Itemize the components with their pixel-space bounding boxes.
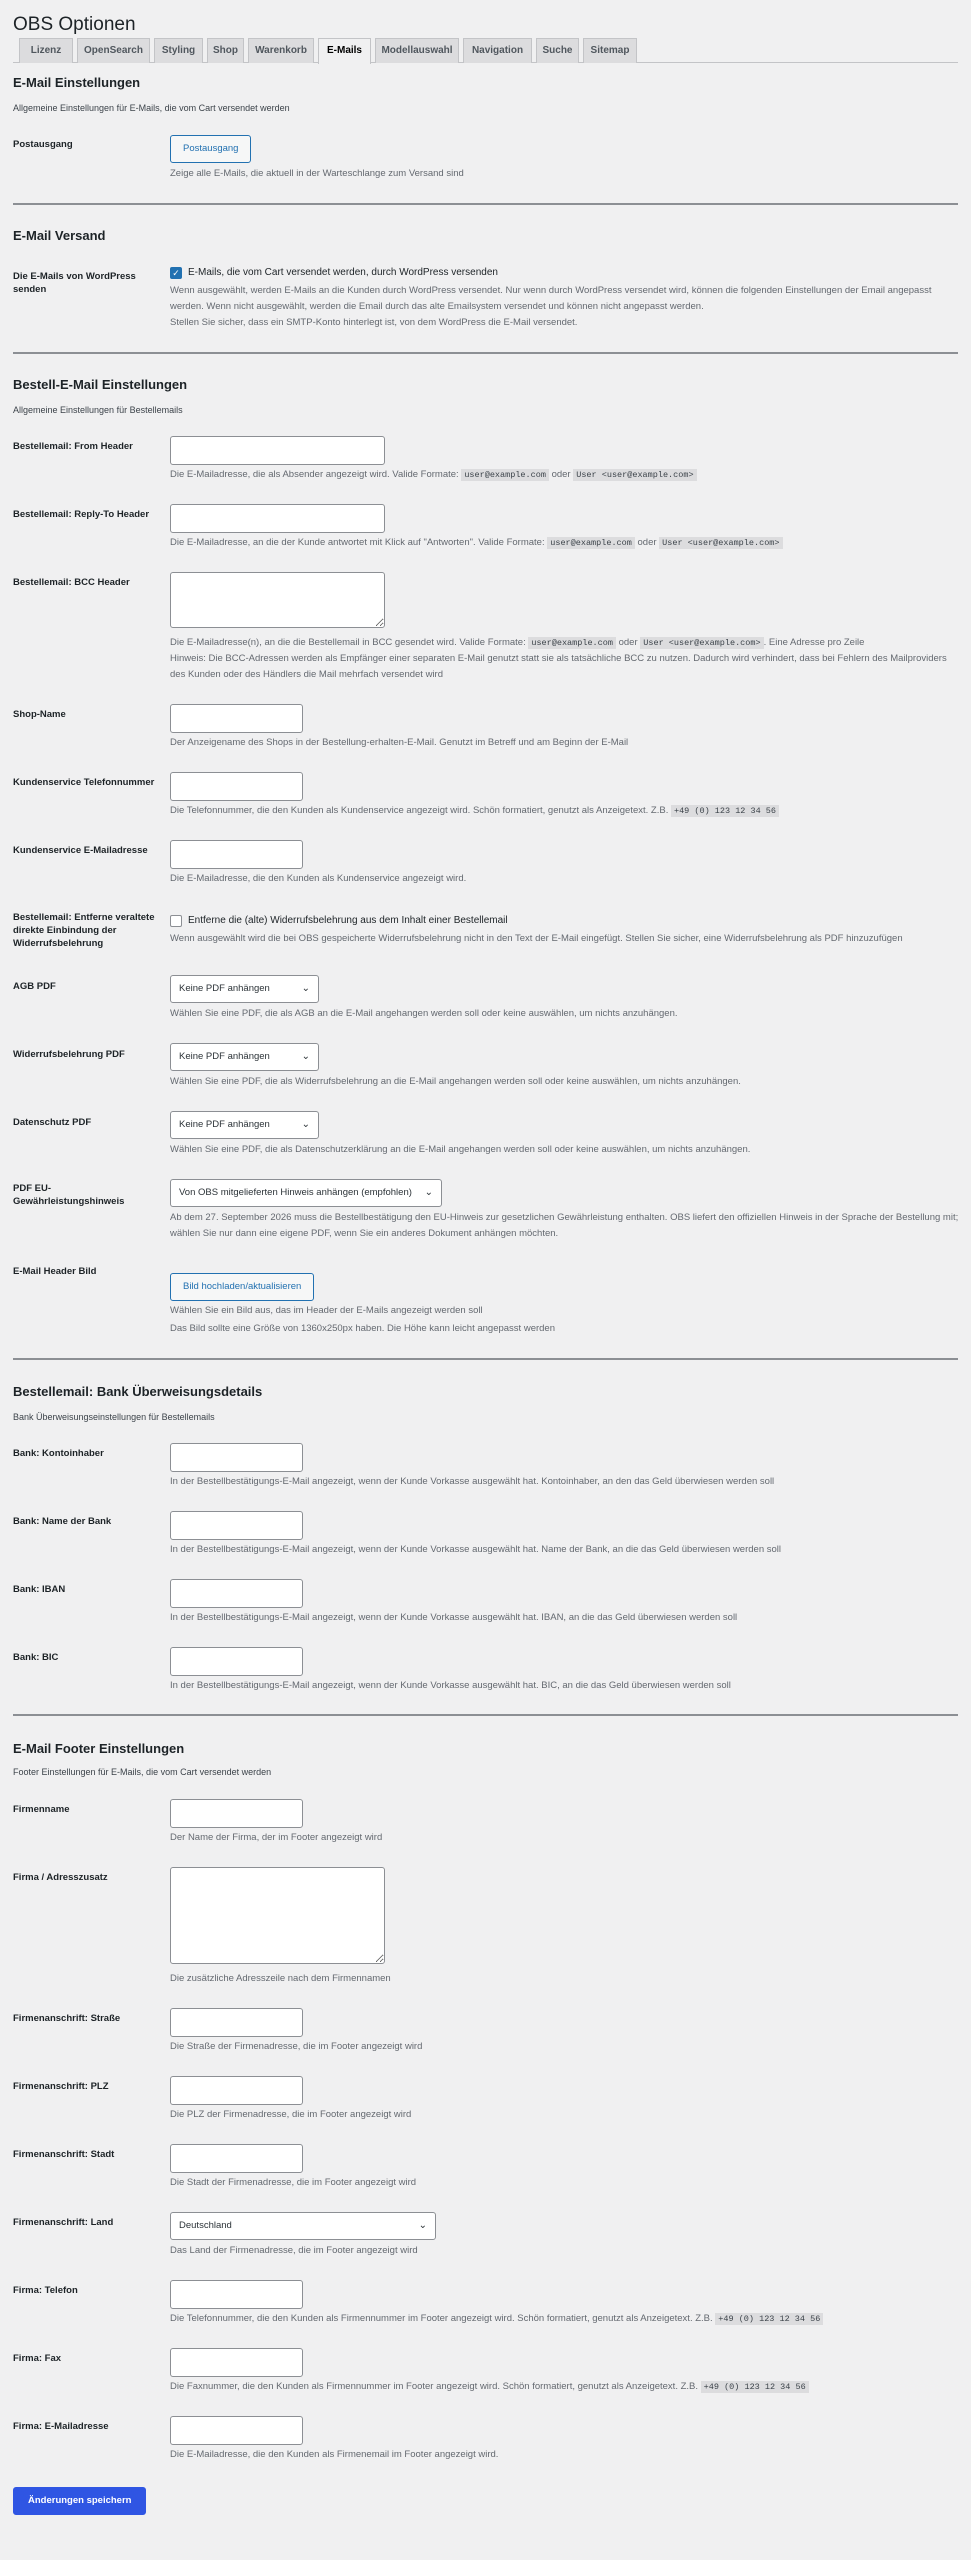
service-mail-input[interactable] [170, 840, 303, 869]
street-help: Die Straße der Firmenadresse, die im Footer angezeigt wird [170, 2041, 423, 2052]
bank-owner-help: In der Bestellbestätigungs-E-Mail angezeigt, wenn der Kunde Vorkasse ausgewählt hat. Kontoinhaber, an den das Geld überwiesen werden soll [170, 1476, 775, 1487]
company-addr-textarea[interactable] [170, 1867, 385, 1964]
outbox-label: Postausgang [13, 139, 73, 150]
email-send-heading: E-Mail Versand [13, 228, 106, 243]
bank-iban-help: In der Bestellbestätigungs-E-Mail angezeigt, wenn der Kunde Vorkasse ausgewählt hat. IBAN, an die das Geld überwiesen werden soll [170, 1612, 738, 1623]
chevron-down-icon: ⌄ [301, 983, 310, 994]
country-label: Firmenanschrift: Land [13, 2217, 114, 2228]
agb-pdf-select[interactable]: Keine PDF anhängen ⌄ [170, 975, 319, 1003]
tab-modellauswahl[interactable]: Modellauswahl [375, 38, 459, 63]
street-label: Firmenanschrift: Straße [13, 2013, 121, 2024]
ds-pdf-label: Datenschutz PDF [13, 1117, 92, 1128]
company-phone-label: Firma: Telefon [13, 2285, 78, 2296]
withdraw-label: Bestellemail: Entferne veraltete direkte Einbindung der Widerrufsbelehrung [13, 912, 155, 949]
company-fax-help: Die Faxnummer, die den Kunden als Firmennummer im Footer angezeigt wird. Schön formatiert, genutzt als Anzeigetext. Z.B. +49 (0) 123 12 34 56 [170, 2379, 960, 2395]
bcc-help-note: Hinweis: Die BCC-Adressen werden als Empfänger einer separaten E-Mail genutzt statt sie als tatsächliche BCC zu nutzen. Dadurch wird verhindert, dass bei Fehlern des Mailproviders des Kunden oder des Händlers die Mail mehrfach versendet wird [170, 653, 947, 680]
bcc-textarea[interactable] [170, 572, 385, 628]
tab-shop[interactable]: Shop [207, 38, 244, 63]
shop-name-label: Shop-Name [13, 709, 66, 720]
ds-pdf-select[interactable]: Keine PDF anhängen ⌄ [170, 1111, 319, 1139]
company-name-input[interactable] [170, 1799, 303, 1828]
order-email-description: Allgemeine Einstellungen für Bestellemails [13, 405, 183, 415]
bank-owner-input[interactable] [170, 1443, 303, 1472]
tab-lizenz[interactable]: Lizenz [19, 38, 73, 63]
email-settings-heading: E-Mail Einstellungen [13, 75, 141, 90]
replyto-help: Die E-Mailadresse, an die der Kunde antwortet mit Klick auf "Antworten". Valide Formate: user@example.com oder User <user@example.com> [170, 535, 960, 551]
chevron-down-icon: ⌄ [301, 1051, 310, 1062]
wp-send-help: Wenn ausgewählt, werden E-Mails an die Kunden durch WordPress versendet. Nur wenn durch WordPress versendet wird, können die folgenden Einstellungen der Email angepasst werden. Wenn nicht ausgewählt, werden die Email durch das alte Emailsystem versendet und können nicht angepasst werden. [170, 285, 932, 312]
footer-description: Footer Einstellungen für E-Mails, die vom Cart versendet werden [13, 1767, 272, 1777]
city-label: Firmenanschrift: Stadt [13, 2149, 115, 2160]
company-email-label: Firma: E-Mailadresse [13, 2421, 109, 2432]
company-email-help: Die E-Mailadresse, die den Kunden als Firmenemail im Footer angezeigt wird. [170, 2449, 499, 2460]
outbox-button[interactable]: Postausgang [170, 135, 251, 163]
from-header-help: Die E-Mailadresse, die als Absender angezeigt wird. Valide Formate: user@example.com oder User <user@example.com> [170, 467, 960, 483]
company-email-input[interactable] [170, 2416, 303, 2445]
bcc-help: Die E-Mailadresse(n), an die die Bestellemail in BCC gesendet wird. Valide Formate: user@example.com oder User <user@example.com> . Eine Adresse pro Zeile [170, 637, 865, 648]
city-help: Die Stadt der Firmenadresse, die im Footer angezeigt wird [170, 2177, 417, 2188]
company-phone-help: Die Telefonnummer, die den Kunden als Firmennummer im Footer angezeigt wird. Schön formatiert, genutzt als Anzeigetext. Z.B. +49 (0) 123 12 34 56 [170, 2311, 960, 2327]
header-image-size-help: Das Bild sollte eine Größe von 1360x250px haben. Die Höhe kann leicht angepasst werden [170, 1323, 555, 1334]
bank-name-label: Bank: Name der Bank [13, 1516, 112, 1527]
wp-send-checkbox-label[interactable]: E-Mails, die vom Cart versendet werden, durch WordPress versenden [188, 267, 498, 278]
divider [13, 203, 958, 205]
street-input[interactable] [170, 2008, 303, 2037]
city-input[interactable] [170, 2144, 303, 2173]
withdraw-checkbox[interactable] [170, 915, 182, 927]
eu-pdf-help: Ab dem 27. September 2026 muss die Bestellbestätigung den EU-Hinweis zur gesetzlichen Gewährleistung enthalten. OBS liefert den offiziellen Hinweis in der Sprache der Bestellung mit; wählen Sie nur dann eine eigene PDF, wenn Sie ein anderes Dokument anhängen möchten. [170, 1212, 959, 1239]
company-name-label: Firmenname [13, 1804, 70, 1815]
ds-pdf-help: Wählen Sie eine PDF, die als Datenschutzerklärung an die E-Mail angehangen werden soll oder keine auswählen, um nichts anzuhängen. [170, 1144, 751, 1155]
tab-opensearch[interactable]: OpenSearch [77, 38, 150, 63]
email-settings-description: Allgemeine Einstellungen für E-Mails, die vom Cart versendet werden [13, 103, 290, 113]
country-help: Das Land der Firmenadresse, die im Footer angezeigt wird [170, 2245, 418, 2256]
company-addr-help: Die zusätzliche Adresszeile nach dem Firmennamen [170, 1973, 391, 1984]
wr-pdf-label: Widerrufsbelehrung PDF [13, 1049, 125, 1060]
from-header-label: Bestellemail: From Header [13, 441, 133, 452]
bank-owner-label: Bank: Kontoinhaber [13, 1448, 104, 1459]
wp-send-checkbox[interactable]: ✓ [170, 267, 182, 279]
tab-navigation[interactable]: Navigation [463, 38, 532, 63]
footer-heading: E-Mail Footer Einstellungen [13, 1741, 185, 1756]
wr-pdf-select[interactable]: Keine PDF anhängen ⌄ [170, 1043, 319, 1071]
service-phone-label: Kundenservice Telefonnummer [13, 777, 155, 788]
header-image-label: E-Mail Header Bild [13, 1266, 97, 1277]
header [0, 0, 971, 63]
agb-pdf-label: AGB PDF [13, 981, 56, 992]
service-mail-help: Die E-Mailadresse, die den Kunden als Kundenservice angezeigt wird. [170, 873, 467, 884]
service-mail-label: Kundenservice E-Mailadresse [13, 845, 148, 856]
header-image-upload-button[interactable]: Bild hochladen/aktualisieren [170, 1273, 314, 1301]
bank-name-help: In der Bestellbestätigungs-E-Mail angezeigt, wenn der Kunde Vorkasse ausgewählt hat. Name der Bank, an die das Geld überwiesen werden soll [170, 1544, 781, 1555]
zip-input[interactable] [170, 2076, 303, 2105]
bank-name-input[interactable] [170, 1511, 303, 1540]
country-select[interactable]: Deutschland ⌄ [170, 2212, 436, 2240]
company-phone-input[interactable] [170, 2280, 303, 2309]
service-phone-help: Die Telefonnummer, die den Kunden als Kundenservice angezeigt wird. Schön formatiert, genutzt als Anzeigetext. Z.B. +49 (0) 123 12 34 56 [170, 803, 960, 819]
wr-pdf-help: Wählen Sie eine PDF, die als Widerrufsbelehrung an die E-Mail angehangen werden soll oder keine auswählen, um nichts anzuhängen. [170, 1076, 741, 1087]
company-name-help: Der Name der Firma, der im Footer angezeigt wird [170, 1832, 383, 1843]
tab-warenkorb[interactable]: Warenkorb [248, 38, 314, 63]
chevron-down-icon: ⌄ [301, 1119, 310, 1130]
company-fax-input[interactable] [170, 2348, 303, 2377]
order-email-heading: Bestell-E-Mail Einstellungen [13, 377, 188, 392]
company-fax-label: Firma: Fax [13, 2353, 62, 2364]
bcc-label: Bestellemail: BCC Header [13, 577, 130, 588]
save-button[interactable]: Änderungen speichern [13, 2487, 146, 2515]
replyto-input[interactable] [170, 504, 385, 533]
shop-name-help: Der Anzeigename des Shops in der Bestellung-erhalten-E-Mail. Genutzt im Betreff und am Beginn der E-Mail [170, 737, 629, 748]
page-title: OBS Optionen [13, 14, 136, 35]
withdraw-checkbox-label[interactable]: Entferne die (alte) Widerrufsbelehrung aus dem Inhalt einer Bestellemail [188, 915, 508, 926]
bank-iban-input[interactable] [170, 1579, 303, 1608]
chevron-down-icon: ⌄ [424, 1187, 433, 1198]
tab-styling[interactable]: Styling [154, 38, 203, 63]
from-header-input[interactable] [170, 436, 385, 465]
agb-pdf-help: Wählen Sie eine PDF, die als AGB an die E-Mail angehangen werden soll oder keine auswählen, um nichts anzuhängen. [170, 1008, 678, 1019]
tab-bar [13, 36, 958, 63]
divider [13, 1714, 958, 1716]
divider [13, 352, 958, 354]
zip-label: Firmenanschrift: PLZ [13, 2081, 109, 2092]
bank-bic-help: In der Bestellbestätigungs-E-Mail angezeigt, wenn der Kunde Vorkasse ausgewählt hat. BIC, an die das Geld überwiesen werden soll [170, 1680, 731, 1691]
bank-heading: Bestellemail: Bank Überweisungsdetails [13, 1384, 263, 1399]
tab-emails[interactable]: E-Mails [318, 38, 371, 64]
bank-bic-label: Bank: BIC [13, 1652, 59, 1663]
header-image-help: Wählen Sie ein Bild aus, das im Header der E-Mails angezeigt werden soll [170, 1305, 483, 1316]
chevron-down-icon: ⌄ [418, 2220, 427, 2231]
withdraw-help: Wenn ausgewählt wird die bei OBS gespeicherte Widerrufsbelehrung nicht in den Text der E-Mail eingefügt. Stellen Sie sicher, eine Widerrufsbelehrung als PDF hinzuzufügen [170, 933, 903, 944]
eu-pdf-select[interactable]: Von OBS mitgelieferten Hinweis anhängen (empfohlen) ⌄ [170, 1179, 442, 1207]
tab-suche[interactable]: Suche [536, 38, 579, 63]
zip-help: Die PLZ der Firmenadresse, die im Footer angezeigt wird [170, 2109, 412, 2120]
shop-name-input[interactable] [170, 704, 303, 733]
outbox-help: Zeige alle E-Mails, die aktuell in der Warteschlange zum Versand sind [170, 168, 464, 179]
wp-send-label: Die E-Mails von WordPress senden [13, 271, 136, 295]
bank-bic-input[interactable] [170, 1647, 303, 1676]
bank-iban-label: Bank: IBAN [13, 1584, 66, 1595]
tab-sitemap[interactable]: Sitemap [583, 38, 637, 63]
company-addr-label: Firma / Adresszusatz [13, 1872, 108, 1883]
wp-send-help-smtp: Stellen Sie sicher, dass ein SMTP-Konto hinterlegt ist, von dem WordPress die E-Mail versendet. [170, 317, 578, 328]
bank-description: Bank Überweisungseinstellungen für Bestellemails [13, 1412, 215, 1422]
divider [13, 1358, 958, 1360]
eu-pdf-label: PDF EU-Gewährleistungshinweis [13, 1183, 125, 1207]
service-phone-input[interactable] [170, 772, 303, 801]
replyto-label: Bestellemail: Reply-To Header [13, 509, 150, 520]
